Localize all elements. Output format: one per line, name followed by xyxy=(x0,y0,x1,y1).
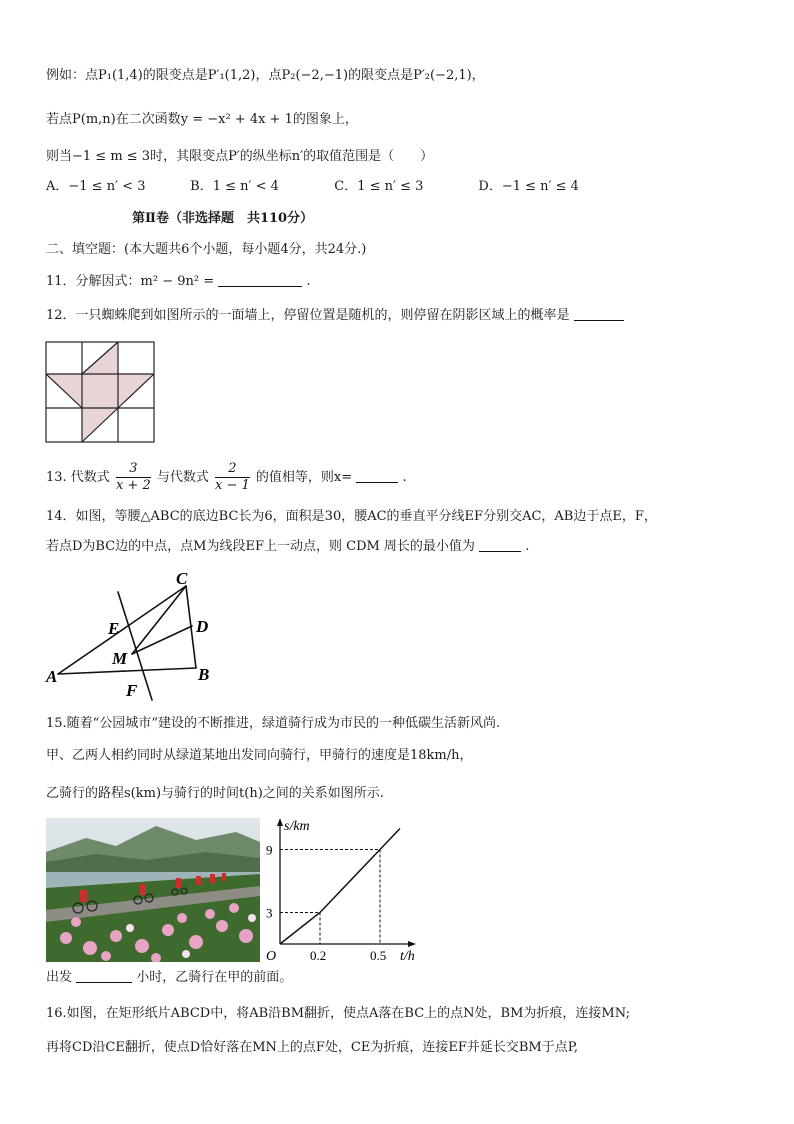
y-tick-9: 9 xyxy=(266,842,273,858)
x-axis-arrow xyxy=(408,941,416,947)
q14-triangle-figure xyxy=(44,566,224,704)
q11-text: 11．分解因式：m² − 9n² = xyxy=(46,274,215,289)
q13-end: . xyxy=(402,470,407,485)
q11-answer-blank[interactable] xyxy=(218,272,302,287)
q16-line2: 再将CD沿CE翻折，使点D恰好落在MN上的点F处，CE为折痕，连接EF并延长交BM于点P, xyxy=(46,1040,578,1055)
q15-answer-prefix: 出发 xyxy=(46,970,73,985)
q15-line1: 15.随着“公园城市”建设的不断推进，绿道骑行成为市民的一种低碳生活新风尚. xyxy=(46,716,501,731)
q15-line3: 乙骑行的路程s(km)与骑行的时间t(h)之间的关系如图所示. xyxy=(46,786,384,801)
label-c: C xyxy=(176,569,188,588)
q15-distance-time-graph xyxy=(262,816,418,964)
fraction-2-numerator: 2 xyxy=(215,461,250,478)
y-tick-3: 3 xyxy=(266,905,273,921)
option-c[interactable]: C．1 ≤ n′ ≤ 3 xyxy=(334,179,424,194)
q10-question: 则当−1 ≤ m ≤ 3时，其限变点P′的纵坐标n′的取值范围是（ ） xyxy=(46,149,434,164)
label-d: D xyxy=(196,617,209,636)
q15-answer-blank[interactable] xyxy=(76,968,132,983)
option-b[interactable]: B．1 ≤ n′ < 4 xyxy=(190,179,279,194)
q12 xyxy=(46,306,624,326)
q13-fraction-2 xyxy=(215,461,250,494)
q15-answer-suffix: 小时，乙骑行在甲的前面。 xyxy=(136,970,293,985)
label-f: F xyxy=(126,681,138,700)
label-b: B xyxy=(198,665,210,684)
y-axis-label: s/km xyxy=(284,819,310,834)
q13-middle: 与代数式 xyxy=(156,470,209,485)
option-d[interactable]: D．−1 ≤ n′ ≤ 4 xyxy=(478,179,579,194)
q14-line2 xyxy=(46,537,529,557)
section2-header: 二、填空题：(本大题共6个小题，每小题4分，共24分.) xyxy=(46,242,367,257)
q15-line2: 甲、乙两人相约同时从绿道某地出发同向骑行，甲骑行的速度是18km/h， xyxy=(46,748,473,763)
segment-md xyxy=(132,626,192,654)
fraction-2-denominator: x − 1 xyxy=(215,478,250,493)
q15-answer xyxy=(46,968,292,988)
side-ab xyxy=(58,668,196,674)
q11-end: . xyxy=(306,274,311,289)
q11 xyxy=(46,272,311,292)
q10-options xyxy=(46,177,579,197)
guide-lines xyxy=(280,850,380,945)
y-axis-arrow xyxy=(277,818,283,826)
q10-example: 例如：点P₁(1,4)的限变点是P′₁(1,2)，点P₂(−2,−1)的限变点是P′₂(−2,1)， xyxy=(46,68,485,83)
q14-answer-blank[interactable] xyxy=(479,537,521,552)
q13-suffix: 的值相等，则x= xyxy=(255,470,353,485)
x-tick-0-5: 0.5 xyxy=(370,948,387,963)
segment-mc xyxy=(132,586,186,654)
fraction-1-numerator: 3 xyxy=(116,461,151,478)
q12-answer-blank[interactable] xyxy=(574,306,624,321)
shaded-region xyxy=(46,342,154,442)
cycling-photo xyxy=(46,818,260,962)
q13-answer-blank[interactable] xyxy=(356,468,398,483)
origin-label: O xyxy=(266,949,277,964)
label-e: E xyxy=(108,619,120,638)
label-a: A xyxy=(46,667,58,686)
label-m: M xyxy=(112,649,128,668)
q10-condition: 若点P(m,n)在二次函数y = −x² + 4x + 1的图象上， xyxy=(46,112,358,127)
q12-text: 12．一只蜘蛛爬到如图所示的一面墙上，停留位置是随机的，则停留在阴影区域上的概率是 xyxy=(46,308,570,323)
x-axis-label: t/h xyxy=(400,949,415,964)
q13-prefix: 13. 代数式 xyxy=(46,470,110,485)
part2-title: 第Ⅱ卷（非选择题 共110分） xyxy=(132,211,314,226)
q16-line1: 16.如图，在矩形纸片ABCD中，将AB沿BM翻折，使点A落在BC上的点N处，BM为折痕，连接MN; xyxy=(46,1006,631,1021)
series-line-yi xyxy=(280,829,400,945)
fraction-1-denominator: x + 2 xyxy=(115,478,151,493)
q13-fraction-1 xyxy=(116,461,151,494)
option-a[interactable]: A．−1 ≤ n′ < 3 xyxy=(46,179,146,194)
x-tick-0-2: 0.2 xyxy=(310,948,327,963)
q14-line1: 14．如图，等腰△ABC的底边BC长为6，面积是30，腰AC的垂直平分线EF分别交AC，AB边于点E，F， xyxy=(46,509,657,524)
q13 xyxy=(46,460,407,496)
q12-grid-figure xyxy=(44,340,156,444)
q14-end: . xyxy=(525,539,530,554)
q14-line2-text: 若点D为BC边的中点，点M为线段EF上一动点，则 CDM 周长的最小值为 xyxy=(46,539,475,554)
